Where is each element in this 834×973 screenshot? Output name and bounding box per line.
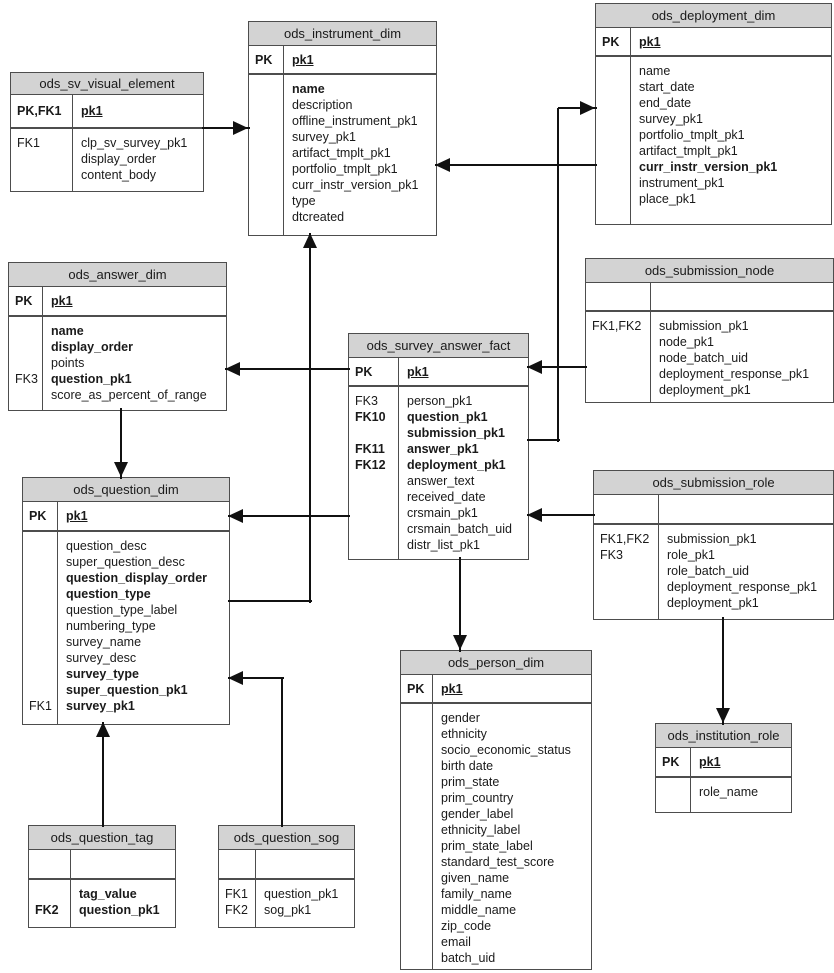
field-name: question_pk1 — [51, 372, 132, 386]
pk-key-column — [23, 502, 58, 530]
key-label: PK,FK1 — [17, 104, 62, 118]
key-label — [401, 822, 432, 838]
key-label — [401, 710, 432, 726]
key-label: FK3 — [15, 372, 38, 386]
table-ods_survey_answer_fact — [348, 333, 529, 560]
pk-key-column — [656, 748, 691, 776]
key-label — [9, 323, 42, 339]
pk-field-column — [43, 287, 226, 315]
field-name: gender_label — [441, 807, 514, 821]
table-title: ods_sv_visual_element — [11, 73, 203, 95]
field-name: prim_country — [441, 791, 514, 805]
body-section — [9, 317, 226, 410]
key-label: PK — [355, 364, 373, 379]
key-label — [349, 425, 398, 441]
field-name: prim_state — [441, 775, 500, 789]
pk-field-column — [433, 675, 591, 702]
field-name: display_order — [81, 152, 157, 166]
field-name: clp_sv_survey_pk1 — [81, 136, 188, 150]
pk-field-column — [651, 283, 833, 310]
field-name: artifact_tmplt_pk1 — [639, 144, 738, 158]
key-label — [401, 918, 432, 934]
key-label — [29, 886, 70, 902]
key-label — [401, 742, 432, 758]
field-name: node_batch_uid — [659, 351, 748, 365]
key-label: FK1 — [17, 136, 40, 150]
pk-field-column — [58, 502, 229, 530]
pk-key-column — [594, 495, 659, 523]
arrowhead — [527, 508, 542, 522]
key-label — [586, 289, 650, 305]
table-ods_submission_node — [585, 258, 834, 403]
key-label: PK — [662, 755, 680, 769]
table-title: ods_question_tag — [29, 826, 175, 850]
field-name: ethnicity_label — [441, 823, 521, 837]
pk-field-column — [71, 850, 175, 878]
body-key-column — [11, 129, 73, 191]
key-label — [596, 127, 630, 143]
body-field-column — [73, 129, 203, 191]
pk-section — [594, 495, 833, 525]
key-label — [401, 790, 432, 806]
body-field-column — [433, 704, 591, 969]
key-label — [9, 355, 42, 371]
key-label: FK12 — [355, 458, 386, 472]
arrowhead — [225, 362, 240, 376]
body-section — [249, 75, 436, 235]
field-name: person_pk1 — [407, 394, 473, 408]
field-name: middle_name — [441, 903, 517, 917]
key-label — [23, 538, 57, 554]
field-name: points — [51, 356, 85, 370]
key-label — [586, 382, 650, 398]
field-name: artifact_tmplt_pk1 — [292, 146, 391, 160]
key-label — [594, 595, 658, 611]
field-name: super_question_pk1 — [66, 683, 188, 697]
pk-key-column — [349, 358, 399, 385]
key-label — [594, 563, 658, 579]
field-name: pk1 — [407, 364, 429, 379]
field-name: place_pk1 — [639, 192, 696, 206]
field-name: survey_type — [66, 667, 139, 681]
body-key-column — [29, 880, 71, 927]
key-label — [23, 634, 57, 650]
pk-key-column — [596, 28, 631, 55]
key-label — [401, 902, 432, 918]
field-name: start_date — [639, 80, 695, 94]
arrowhead — [580, 101, 595, 115]
body-key-column — [9, 317, 43, 410]
table-title: ods_instrument_dim — [249, 22, 436, 46]
body-section — [219, 880, 354, 927]
key-label: PK — [602, 34, 620, 49]
field-name: answer_pk1 — [407, 442, 479, 456]
field-name: question_pk1 — [264, 887, 339, 901]
body-section — [349, 387, 528, 559]
key-label — [23, 682, 57, 698]
key-label — [23, 602, 57, 618]
table-title: ods_question_sog — [219, 826, 354, 850]
field-name: dtcreated — [292, 210, 345, 224]
field-name: standard_test_score — [441, 855, 555, 869]
arrowhead — [96, 722, 110, 737]
table-ods_submission_role — [593, 470, 834, 620]
arrowhead — [435, 158, 450, 172]
connector-line — [225, 368, 350, 370]
field-name: name — [51, 324, 84, 338]
field-name: portfolio_tmplt_pk1 — [292, 162, 398, 176]
field-name: submission_pk1 — [667, 532, 757, 546]
table-ods_answer_dim — [8, 262, 227, 411]
body-section — [401, 704, 591, 969]
field-name: pk1 — [66, 509, 88, 523]
key-label — [249, 97, 283, 113]
key-label — [596, 175, 630, 191]
key-label: PK — [255, 52, 273, 67]
table-title: ods_institution_role — [656, 724, 791, 748]
field-name: zip_code — [441, 919, 492, 933]
key-label: FK1,FK2 — [592, 319, 642, 333]
key-label — [23, 554, 57, 570]
key-label: FK1 — [225, 887, 248, 901]
field-name: offline_instrument_pk1 — [292, 114, 418, 128]
body-field-column — [631, 57, 831, 224]
connector-line — [281, 678, 283, 827]
pk-field-column — [284, 46, 436, 73]
table-title: ods_deployment_dim — [596, 4, 831, 28]
field-name: role_batch_uid — [667, 564, 750, 578]
field-name: question_type_label — [66, 603, 178, 617]
key-label — [401, 950, 432, 966]
table-ods_question_tag — [28, 825, 176, 928]
key-label — [594, 579, 658, 595]
key-label: PK — [407, 681, 425, 696]
key-label — [596, 95, 630, 111]
key-label — [11, 151, 72, 167]
field-name: survey_desc — [66, 651, 137, 665]
body-field-column — [256, 880, 354, 927]
table-ods_sv_visual_element — [10, 72, 204, 192]
field-name: name — [292, 82, 325, 96]
pk-field-column — [256, 850, 354, 878]
field-name — [256, 856, 354, 872]
table-ods_question_dim — [22, 477, 230, 725]
field-name: question_desc — [66, 539, 147, 553]
key-label: FK3 — [600, 548, 623, 562]
body-section — [656, 778, 791, 812]
pk-section — [29, 850, 175, 880]
arrowhead — [228, 671, 243, 685]
key-label — [9, 387, 42, 403]
body-section — [11, 129, 203, 191]
field-name: email — [441, 935, 471, 949]
connector-line — [435, 164, 597, 166]
table-ods_question_sog — [218, 825, 355, 928]
field-name: pk1 — [81, 104, 103, 118]
pk-section — [9, 287, 226, 317]
field-name: deployment_response_pk1 — [659, 367, 810, 381]
key-label — [349, 537, 398, 553]
field-name: answer_text — [407, 474, 475, 488]
field-name: end_date — [639, 96, 692, 110]
arrowhead — [233, 121, 248, 135]
field-name: super_question_desc — [66, 555, 185, 569]
pk-section — [656, 748, 791, 778]
field-name: pk1 — [441, 681, 463, 696]
pk-section — [596, 28, 831, 57]
pk-key-column — [219, 850, 256, 878]
body-field-column — [71, 880, 175, 927]
field-name: socio_economic_status — [441, 743, 571, 757]
connector-line — [102, 722, 104, 827]
key-label — [23, 570, 57, 586]
pk-key-column — [586, 283, 651, 310]
field-name: survey_pk1 — [66, 699, 135, 713]
pk-field-column — [399, 358, 528, 385]
key-label — [586, 350, 650, 366]
key-label — [401, 774, 432, 790]
field-name — [71, 856, 175, 872]
body-field-column — [399, 387, 528, 559]
field-name: content_body — [81, 168, 157, 182]
field-name: question_pk1 — [407, 410, 488, 424]
key-label — [249, 161, 283, 177]
key-label — [656, 784, 690, 800]
field-name: question_type — [66, 587, 151, 601]
key-label — [401, 806, 432, 822]
arrowhead — [716, 708, 730, 723]
key-label — [401, 726, 432, 742]
connector-line — [557, 108, 559, 442]
field-name: received_date — [407, 490, 486, 504]
field-name: node_pk1 — [659, 335, 714, 349]
field-name: gender — [441, 711, 480, 725]
field-name: pk1 — [699, 755, 721, 769]
key-label — [596, 191, 630, 207]
table-ods_instrument_dim — [248, 21, 437, 236]
key-label — [23, 586, 57, 602]
body-key-column — [249, 75, 284, 235]
table-title: ods_answer_dim — [9, 263, 226, 287]
pk-section — [249, 46, 436, 75]
body-field-column — [43, 317, 226, 410]
key-label — [249, 209, 283, 225]
pk-field-column — [631, 28, 831, 55]
key-label — [594, 501, 658, 517]
connector-line — [527, 439, 560, 441]
table-title: ods_submission_role — [594, 471, 833, 495]
key-label — [586, 334, 650, 350]
table-title: ods_submission_node — [586, 259, 833, 283]
arrowhead — [453, 635, 467, 650]
field-name: deployment_pk1 — [407, 458, 506, 472]
pk-field-column — [73, 95, 203, 127]
body-key-column — [596, 57, 631, 224]
key-label: FK10 — [355, 410, 386, 424]
pk-key-column — [11, 95, 73, 127]
key-label: FK1 — [29, 699, 52, 713]
field-name: tag_value — [79, 887, 137, 901]
field-name: question_display_order — [66, 571, 208, 585]
connector-line — [228, 515, 350, 517]
field-name: role_name — [699, 785, 759, 799]
key-label — [9, 339, 42, 355]
key-label: FK3 — [355, 394, 378, 408]
key-label — [29, 856, 70, 872]
pk-field-column — [691, 748, 791, 776]
key-label — [349, 489, 398, 505]
key-label — [23, 618, 57, 634]
key-label — [401, 838, 432, 854]
field-name: given_name — [441, 871, 510, 885]
pk-section — [11, 95, 203, 129]
table-title: ods_survey_answer_fact — [349, 334, 528, 358]
field-name: display_order — [51, 340, 133, 354]
body-section — [586, 312, 833, 402]
field-name — [659, 501, 833, 517]
body-section — [29, 880, 175, 927]
body-key-column — [219, 880, 256, 927]
table-ods_institution_role — [655, 723, 792, 813]
key-label — [596, 79, 630, 95]
pk-section — [586, 283, 833, 312]
field-name: submission_pk1 — [407, 426, 505, 440]
field-name: type — [292, 194, 316, 208]
field-name: deployment_pk1 — [667, 596, 759, 610]
field-name: pk1 — [639, 34, 661, 49]
body-field-column — [659, 525, 833, 619]
key-label — [401, 886, 432, 902]
key-label: FK2 — [225, 903, 248, 917]
field-name: batch_uid — [441, 951, 496, 965]
arrowhead — [228, 509, 243, 523]
connector-line — [228, 600, 312, 602]
pk-section — [23, 502, 229, 532]
field-name: prim_state_label — [441, 839, 533, 853]
key-label — [596, 63, 630, 79]
field-name: survey_pk1 — [639, 112, 703, 126]
field-name: portfolio_tmplt_pk1 — [639, 128, 745, 142]
arrowhead — [303, 233, 317, 248]
body-key-column — [586, 312, 651, 402]
table-title: ods_person_dim — [401, 651, 591, 675]
key-label: FK1,FK2 — [600, 532, 650, 546]
pk-key-column — [249, 46, 284, 73]
field-name: crsmain_batch_uid — [407, 522, 512, 536]
key-label — [596, 159, 630, 175]
field-name: distr_list_pk1 — [407, 538, 480, 552]
key-label: PK — [29, 509, 47, 523]
key-label — [249, 193, 283, 209]
key-label — [219, 856, 255, 872]
body-key-column — [594, 525, 659, 619]
table-title: ods_question_dim — [23, 478, 229, 502]
key-label — [401, 758, 432, 774]
key-label — [23, 650, 57, 666]
field-name: score_as_percent_of_range — [51, 388, 207, 402]
field-name: ethnicity — [441, 727, 487, 741]
pk-key-column — [9, 287, 43, 315]
field-name: curr_instr_version_pk1 — [292, 178, 419, 192]
key-label — [349, 473, 398, 489]
key-label — [401, 934, 432, 950]
key-label — [596, 111, 630, 127]
field-name: curr_instr_version_pk1 — [639, 160, 778, 174]
body-key-column — [656, 778, 691, 812]
pk-section — [401, 675, 591, 704]
field-name: family_name — [441, 887, 512, 901]
field-name: pk1 — [292, 52, 314, 67]
body-section — [594, 525, 833, 619]
connector-line — [309, 233, 311, 603]
field-name: sog_pk1 — [264, 903, 312, 917]
body-key-column — [349, 387, 399, 559]
field-name: deployment_pk1 — [659, 383, 751, 397]
table-ods_person_dim — [400, 650, 592, 970]
arrowhead — [114, 462, 128, 477]
field-name: deployment_response_pk1 — [667, 580, 818, 594]
key-label — [249, 113, 283, 129]
body-field-column — [58, 532, 229, 724]
field-name: name — [639, 64, 671, 78]
key-label — [249, 81, 283, 97]
field-name: submission_pk1 — [659, 319, 749, 333]
body-key-column — [23, 532, 58, 724]
body-section — [23, 532, 229, 724]
field-name: survey_pk1 — [292, 130, 356, 144]
field-name: question_pk1 — [79, 903, 160, 917]
key-label — [11, 167, 72, 183]
key-label — [401, 854, 432, 870]
pk-key-column — [29, 850, 71, 878]
key-label — [249, 145, 283, 161]
key-label — [249, 177, 283, 193]
key-label — [401, 870, 432, 886]
key-label — [249, 129, 283, 145]
field-name: instrument_pk1 — [639, 176, 725, 190]
arrowhead — [527, 360, 542, 374]
field-name: survey_name — [66, 635, 142, 649]
key-label — [349, 521, 398, 537]
body-field-column — [651, 312, 833, 402]
field-name: birth date — [441, 759, 494, 773]
key-label: FK11 — [355, 442, 385, 456]
field-name: crsmain_pk1 — [407, 506, 478, 520]
pk-field-column — [659, 495, 833, 523]
pk-section — [219, 850, 354, 880]
body-field-column — [691, 778, 791, 812]
pk-key-column — [401, 675, 433, 702]
pk-section — [349, 358, 528, 387]
body-section — [596, 57, 831, 224]
table-ods_deployment_dim — [595, 3, 832, 225]
key-label: PK — [15, 294, 33, 308]
key-label: FK2 — [35, 903, 59, 917]
field-name: numbering_type — [66, 619, 156, 633]
field-name: pk1 — [51, 294, 73, 308]
body-key-column — [401, 704, 433, 969]
field-name: description — [292, 98, 353, 112]
key-label — [349, 505, 398, 521]
key-label — [586, 366, 650, 382]
key-label — [596, 143, 630, 159]
field-name: role_pk1 — [667, 548, 715, 562]
body-field-column — [284, 75, 436, 235]
key-label — [23, 666, 57, 682]
field-name — [651, 289, 833, 305]
